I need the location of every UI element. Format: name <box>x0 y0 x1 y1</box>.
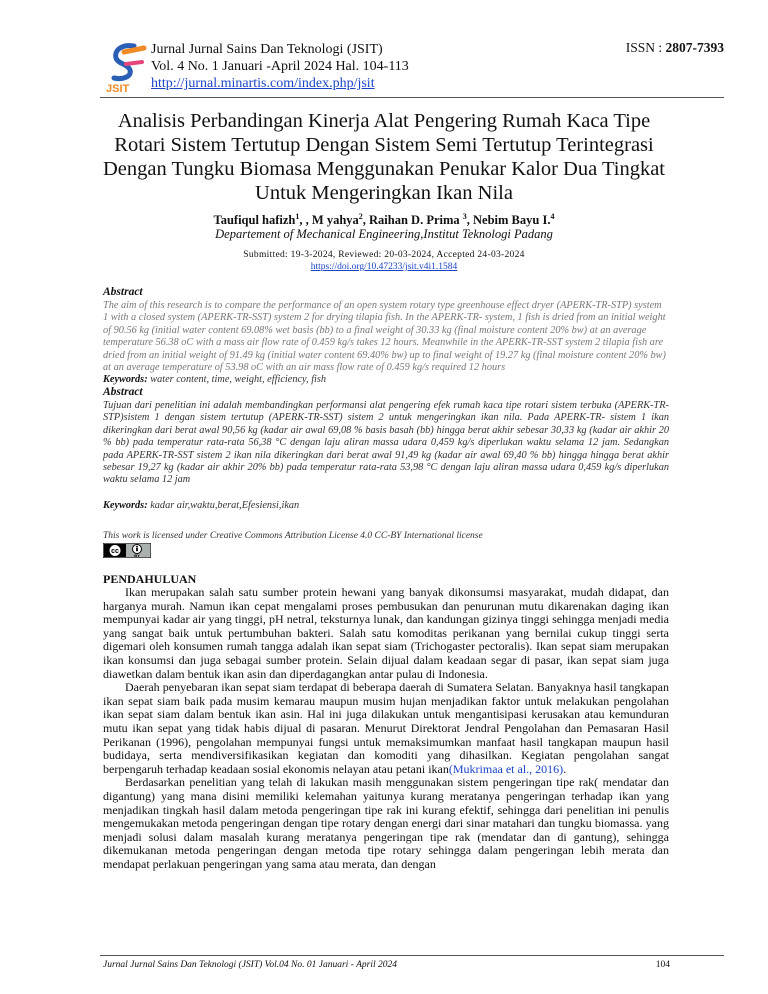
author-sup: 2 <box>358 212 363 221</box>
keywords-en <box>103 374 669 385</box>
keywords-id-label: Keywords: <box>103 500 148 511</box>
license-text: This work is licensed under Creative Commons Attribution License 4.0 CC-BY International license <box>103 531 483 541</box>
author-name: , , M yahya <box>299 213 359 228</box>
issn-label: ISSN : <box>625 40 666 55</box>
abstract-en-text: The aim of this research is to compare the performance of an open system rotary type greenhouse effect dryer (APERK-TR-STP) system 1 with a closed system (APERK-TR-SST) system 2 for drying tilapia fish. In the APERK-TR- system, 1 fish is dried from an initial weight of 90.56 kg (initial water content 69.08% wet basis (bb) to a final weight of 30.33 kg (final moisture content 20% bw) at an average temperature 56.38 oC with a mass air flow rate of 0.459 kg/s takes 12 hours. Meanwhile in the APERK-TR-SST system 2 tilapia fish are dried from an initial weight of 91.49 kg (initial water content 69.40% bw) up to final weight of 19.27 kg (final moisture content 20% bw) at an average temperature of 53.98 oC with an air mass flow rate of 0.459 kg/s required 12 hours <box>103 300 666 374</box>
author-sup: 3 <box>462 212 467 221</box>
jsit-logo-icon <box>104 42 148 94</box>
svg-text:JSIT: JSIT <box>106 83 130 94</box>
author-name: , Raihan D. Prima <box>362 213 463 228</box>
footer-journal: Jurnal Jurnal Sains Dan Teknologi (JSIT) Vol.04 No. 01 Januari - April 2024 <box>103 960 397 970</box>
issn <box>626 40 724 56</box>
author-list <box>90 212 678 228</box>
author-name: Taufiqul hafizh <box>213 213 296 228</box>
paper-title: Analisis Perbandingan Kinerja Alat Pengering Rumah Kaca Tipe Rotari Sistem Tertutup Dengan Sistem Semi Tertutup Terintegrasi Dengan Tungku Biomasa Menggunakan Penukar Kalor Dua Tingkat Untuk Mengeringkan Ikan Nila <box>103 110 665 204</box>
cc-badge-right-text: BY <box>134 553 140 558</box>
journal-name: Jurnal Jurnal Sains Dan Teknologi (JSIT) <box>151 42 383 57</box>
paragraph-2-end: . <box>563 761 567 776</box>
affiliation: Departement of Mechanical Engineering,Institut Teknologi Padang <box>215 227 553 241</box>
cc-badge-left-text: cc <box>111 548 119 555</box>
keywords-id-list: kadar air,waktu,berat,Efesiensi,ikan <box>147 500 300 511</box>
keywords-id <box>103 500 669 511</box>
keywords-en-list: water content, time, weight, efficiency, fish <box>147 374 327 385</box>
paragraph-2-text: Daerah penyebaran ikan sepat siam terdapat di beberapa daerah di Sumatera Selatan. Banyaknya hasil tangkapan ikan sepat siam baik pada musim kemarau maupun musim hujan menjadikan faktor untuk melakukan pengolahan ikan sepat siam dalam bentuk ikan asin. Hal ini juga dilakukan untuk mengantisipasi kerusakan atau kemunduran mutu ikan sepat yang tidak habis dijual di pasaran. Menurut Direktorat Jendral Pengolahan dan Pemasaran Hasil Perikanan (1996), pengolahan mempunyai fungsi untuk memaksimumkan manfaat hasil tangkapan maupun hasil budidaya, serta mendiversifikasikan kegiatan dan komoditi yang dihasilkan. Kegiatan pengolahan sangat berpengaruh terhadap keadaan sosial ekonomis nelayan atau petani ikan <box>103 680 669 776</box>
journal-header <box>151 41 409 92</box>
journal-volume: Vol. 4 No. 1 Januari -April 2024 Hal. 104-113 <box>151 59 409 74</box>
abstract-en-heading: Abstract <box>103 286 143 298</box>
author-sup: 4 <box>550 212 555 221</box>
citation-link[interactable]: (Mukrimaa et al., 2016) <box>448 761 564 776</box>
doi-link[interactable]: https://doi.org/10.47233/jsit.v4i1.1584 <box>310 262 458 272</box>
paragraph-1: Ikan merupakan salah satu sumber protein hewani yang banyak dikonsumsi masyarakat, mudah didapat, dan harganya murah. Namun ikan cepat mengalami proses pembusukan dan penurunan mutu dikarenakan daging ikan mempunyai kadar air yang tinggi, pH netral, teksturnya lunak, dan kandungan gizinya tinggi sehingga menjadi media yang sangat baik untuk pertumbuhan bakteri. Salah satu komoditas perikanan yang bernilai cukup tinggi serta digemari oleh konsumen rumah tangga adalah ikan sepat siam (Trichogaster pectoralis). Ikan sepat siam merupakan ikan konsumsi dan juga sebagai sumber protein. Selain dijual dalam keadaan segar di pasar, ikan sepat siam juga diawetkan dalam bentuk ikan asin dan diperdagangkan antar pulau di Indonesia. <box>103 585 669 681</box>
author-name: , Nebim Bayu I. <box>466 213 551 228</box>
submission-dates: Submitted: 19-3-2024, Reviewed: 20-03-2024, Accepted 24-03-2024 <box>243 250 525 260</box>
section-heading: PENDAHULUAN <box>103 572 197 586</box>
journal-url-link[interactable]: http://jurnal.minartis.com/index.php/jsit <box>151 76 375 91</box>
author-sup: 1 <box>295 212 300 221</box>
issn-value: 2807-7393 <box>665 40 724 55</box>
keywords-en-label: Keywords: <box>103 374 148 385</box>
page-number: 104 <box>655 960 670 970</box>
paragraph-3: Berdasarkan penelitian yang telah di lakukan masih menggunakan sistem pengeringan tipe rak( mendatar dan digantung) yang mana disini memiliki kelemahan yaitunya kurang meratanya pengeringan terhadap ikan yang menjadikan tingkah hasil dalam metoda pengeringan tipe rak ini kurang efektif, sehingga dari penelitian ini penulis mengemukakan metoda pengeringan dengan tipe rotary dengan energi dari sinar matahari dan tungku biomassa. yang menjadi solusi dalam masalah kurang meratanya pengeringan tipe rak (mendatar dan di gantung), sehingga dikemukanan metoda pengeringan dengan metoda tipe rotary sehingga dalam pengeringan lebih merata dan mendapat perlakuan pengeringan yang sama atau merata, dan dengan <box>103 775 669 871</box>
body-text <box>103 586 669 871</box>
abstract-id-text: Tujuan dari penelitian ini adalah membandingkan performansi alat pengering efek rumah kaca tipe rotari sistem terbuka (APERK-TR-STP)sistem 1 dengan sistem tertutup (APERK-TR-SST) sistem 2 untuk mengeringkan ikan nila. Pada APERK-TR- sistem 1 ikan dikeringkan dari berat awal 90,56 kg (kadar air awal 69,08 % basis basah (bb) hingga berat akhir sebesar 30,33 kg (kadar air akhir 20 % bb) pada temperatur rata-rata 56,38 °C dengan laju aliran massa udara 0,459 kg/s diperlukan waktu selama 12 jam. Sedangkan pada APERK-TR-SST sistem 2 ikan nila dikeringkan dari berat awal 91,49 kg (kadar air awal 69,40 % bb) hingga hingga berat akhir sebesar 19,27 kg (kadar air akhir 20% bb) pada temperatur rata-rata 53,98 °C dengan laju aliran massa udara 0,459 kg/s diperlukan waktu selama 12 jam <box>103 400 669 486</box>
header-divider <box>100 97 724 98</box>
footer-divider <box>100 955 724 956</box>
paragraph-2 <box>103 681 669 776</box>
cc-by-badge-icon <box>103 543 151 558</box>
abstract-id-heading: Abstract <box>103 386 143 398</box>
